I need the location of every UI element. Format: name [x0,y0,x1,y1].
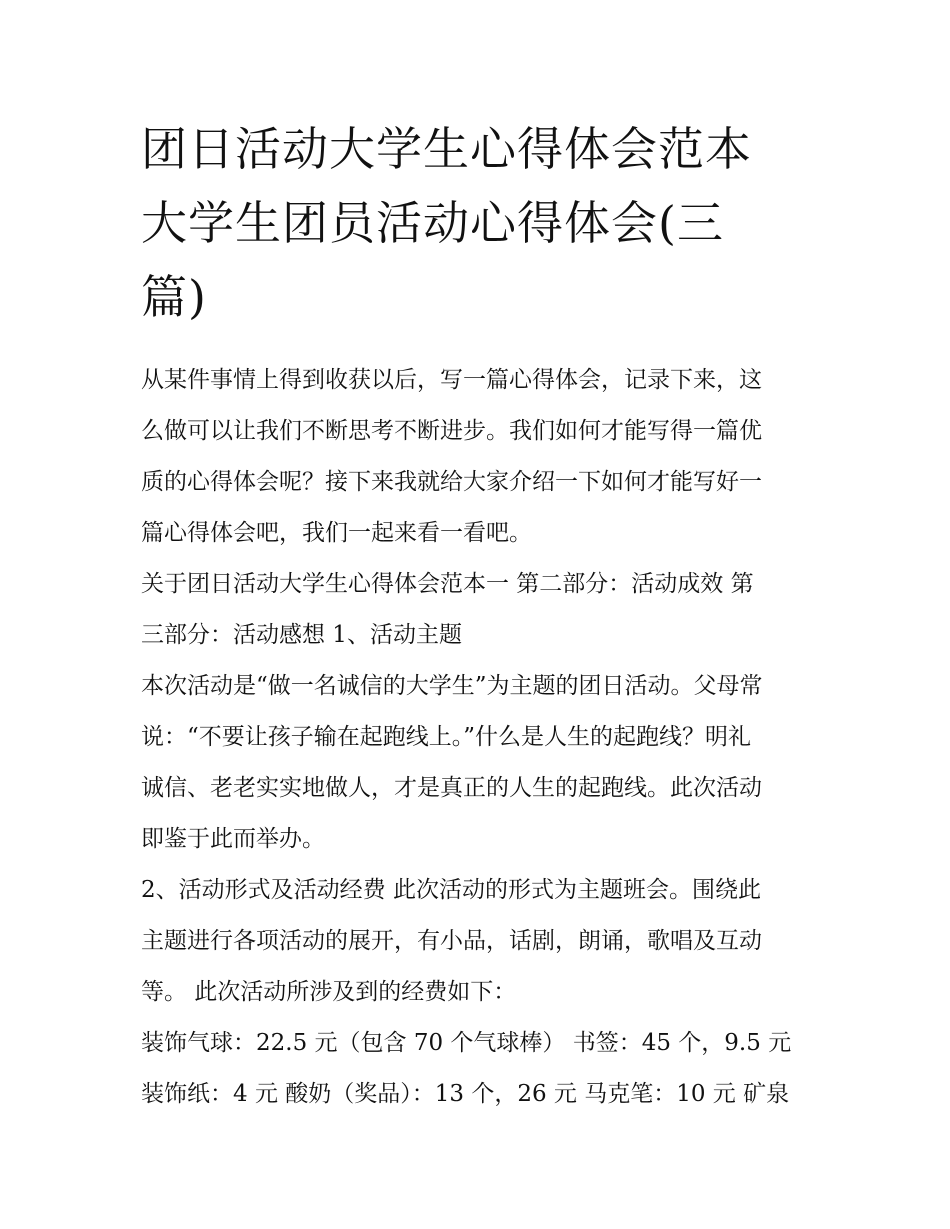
body-line: 诚信、老老实实地做人，才是真正的人生的起跑线。此次活动 [141,775,762,801]
body-line: 本次活动是“做一名诚信的大学生”为主题的团日活动。父母常 [141,673,763,699]
body-line: 2、活动形式及活动经费 此次活动的形式为主题班会。围绕此 [141,877,761,903]
body-line: 三部分：活动感想 1、活动主题 [141,622,462,648]
body-line: 说：“不要让孩子输在起跑线上。”什么是人生的起跑线？明礼 [141,724,752,750]
title-line: 团日活动大学生心得体会范本 [141,122,752,176]
body-line: 即鉴于此而举办。 [141,826,325,852]
body-line: 篇心得体会吧，我们一起来看一看吧。 [141,520,532,546]
body-line: 主题进行各项活动的展开，有小品，话剧，朗诵，歌唱及互动 [141,928,762,954]
body-line: 质的心得体会呢？接下来我就给大家介绍一下如何才能写好一 [141,469,762,495]
body-line: 关于团日活动大学生心得体会范本一 第二部分：活动成效 第 [141,571,754,597]
document-body [141,355,821,1120]
body-line: 从某件事情上得到收获以后，写一篇心得体会，记录下来，这 [141,367,762,393]
title-line: 大学生团员活动心得体会(三 [141,196,724,250]
body-line: 装饰气球：22.5 元（包含 70 个气球棒） 书签：45 个，9.5 元 [141,1030,792,1056]
body-line: 等。 此次活动所涉及到的经费如下： [141,979,517,1005]
body-line: 么做可以让我们不断思考不断进步。我们如何才能写得一篇优 [141,418,762,444]
body-line: 装饰纸：4 元 酸奶（奖品）：13 个，26 元 马克笔：10 元 矿泉 [141,1081,790,1107]
document-title [141,112,821,334]
title-line: 篇) [141,270,207,324]
